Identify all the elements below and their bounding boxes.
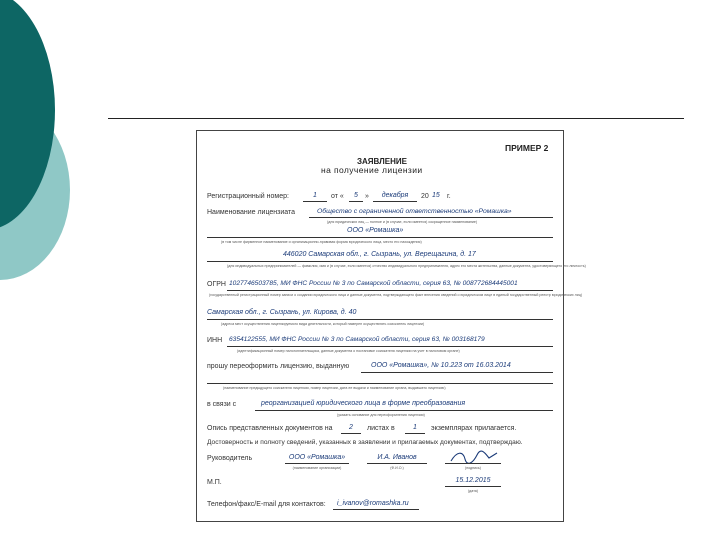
inventory-text-c: экземплярах прилагается.: [431, 425, 517, 432]
inventory-text-a: Опись представленных документов на: [207, 425, 333, 432]
application-form-document: [196, 130, 586, 522]
reg-year-value: 15: [432, 192, 440, 199]
licensee-address-hint: (для индивидуальных предпринимателей — фамилия, имя и (в случае, если имеется) отчество индивидуального предпринимателя, адрес его места жительства, данные документа, удостоверяющего его личность): [227, 264, 586, 268]
reg-from-label: от «: [331, 193, 344, 200]
contacts-email: i_ivanov@romashka.ru: [337, 500, 409, 507]
reg-year-suffix: г.: [447, 193, 451, 200]
licensee-full-name: Общество с ограниченной ответственностью «Ромашка»: [317, 208, 512, 215]
inventory-sheets: 2: [349, 424, 353, 431]
reason-hint: (указать основание для переоформления лицензии): [337, 413, 425, 417]
licensee-label: Наименование лицензиата: [207, 209, 296, 216]
example-label: ПРИМЕР 2: [505, 143, 549, 153]
licensee-short-name-hint: (в том числе фирменное наименование и организационно-правовая форма юридического лица, место его нахождения): [221, 240, 422, 244]
reg-year-prefix: 20: [421, 193, 429, 200]
certify-text: Достоверность и полноту сведений, указанных в заявлении и прилагаемых документах, подтверждаю.: [207, 439, 523, 446]
signature-person-hint: (Ф.И.О.): [390, 466, 404, 470]
location-value: Самарская обл., г. Сызрань, ул. Кирова, д. 40: [207, 309, 357, 316]
stamp-label: М.П.: [207, 479, 222, 486]
licensee-address: 446020 Самарская обл., г. Сызрань, ул. Верещагина, д. 17: [283, 251, 476, 258]
form-subtitle: на получение лицензии: [321, 165, 423, 175]
inn-hint: (идентификационный номер налогоплательщика, данные документа о постановке соискателя лицензии на учет в налоговом органе): [237, 349, 460, 353]
reg-number-label: Регистрационный номер:: [207, 193, 289, 200]
contacts-label: Телефон/факс/E-mail для контактов:: [207, 501, 326, 508]
form-title: ЗАЯВЛЕНИЕ: [357, 157, 407, 166]
licensee-full-name-hint: (для юридических лиц — полное и (в случае, если имеется) сокращенное наименование): [327, 220, 478, 224]
reissue-value: ООО «Ромашка», № 10.223 от 16.03.2014: [371, 362, 511, 369]
reg-day-value: 5: [354, 192, 358, 199]
slide-divider: [108, 118, 684, 119]
reg-month-value: декабря: [381, 192, 409, 199]
reissue-label: прошу переоформить лицензию, выданную: [207, 363, 350, 370]
signature-person: И.А. Иванов: [377, 454, 417, 461]
reissue-hint: (наименование предыдущего соискателя лицензии, номер лицензии, дата ее выдачи и наименование органа, выдавшего лицензию): [223, 386, 446, 390]
location-hint: (адреса мест осуществления лицензируемого вида деятельности, который намерен осуществлять соискатель лицензии): [221, 322, 425, 326]
stamp-date: 15.12.2015: [455, 477, 491, 484]
head-label: Руководитель: [207, 455, 253, 462]
reg-close-quote: »: [365, 193, 369, 200]
inn-label: ИНН: [207, 337, 223, 344]
ogrn-label: ОГРН: [207, 281, 226, 288]
stamp-date-hint: (дата): [467, 489, 478, 493]
inventory-text-b: листах в: [367, 425, 395, 432]
ogrn-value: 1027746503785, МИ ФНС России № 3 по Самарской области, серия 63, № 008772684445001: [229, 280, 518, 287]
licensee-short-name: ООО «Ромашка»: [347, 227, 404, 234]
inn-value: 6354122555, МИ ФНС России № 3 по Самарской области, серия 63, № 003168179: [229, 336, 485, 343]
reg-number-value: 1: [313, 192, 317, 199]
inventory-copies: 1: [413, 424, 417, 431]
signature-org: ООО «Ромашка»: [288, 454, 346, 461]
reason-value: реорганизацией юридического лица в форме преобразования: [261, 400, 466, 407]
signature-org-hint: (наименование организации): [292, 466, 342, 470]
ogrn-hint: (государственный регистрационный номер записи о создании юридического лица и данные документа, подтверждающего факт внесения сведений о юридическом лице в единый государственный реестр юридических лиц): [209, 293, 583, 297]
reason-label: в связи с: [207, 401, 237, 408]
signature-sign-hint: (подпись): [465, 466, 481, 470]
